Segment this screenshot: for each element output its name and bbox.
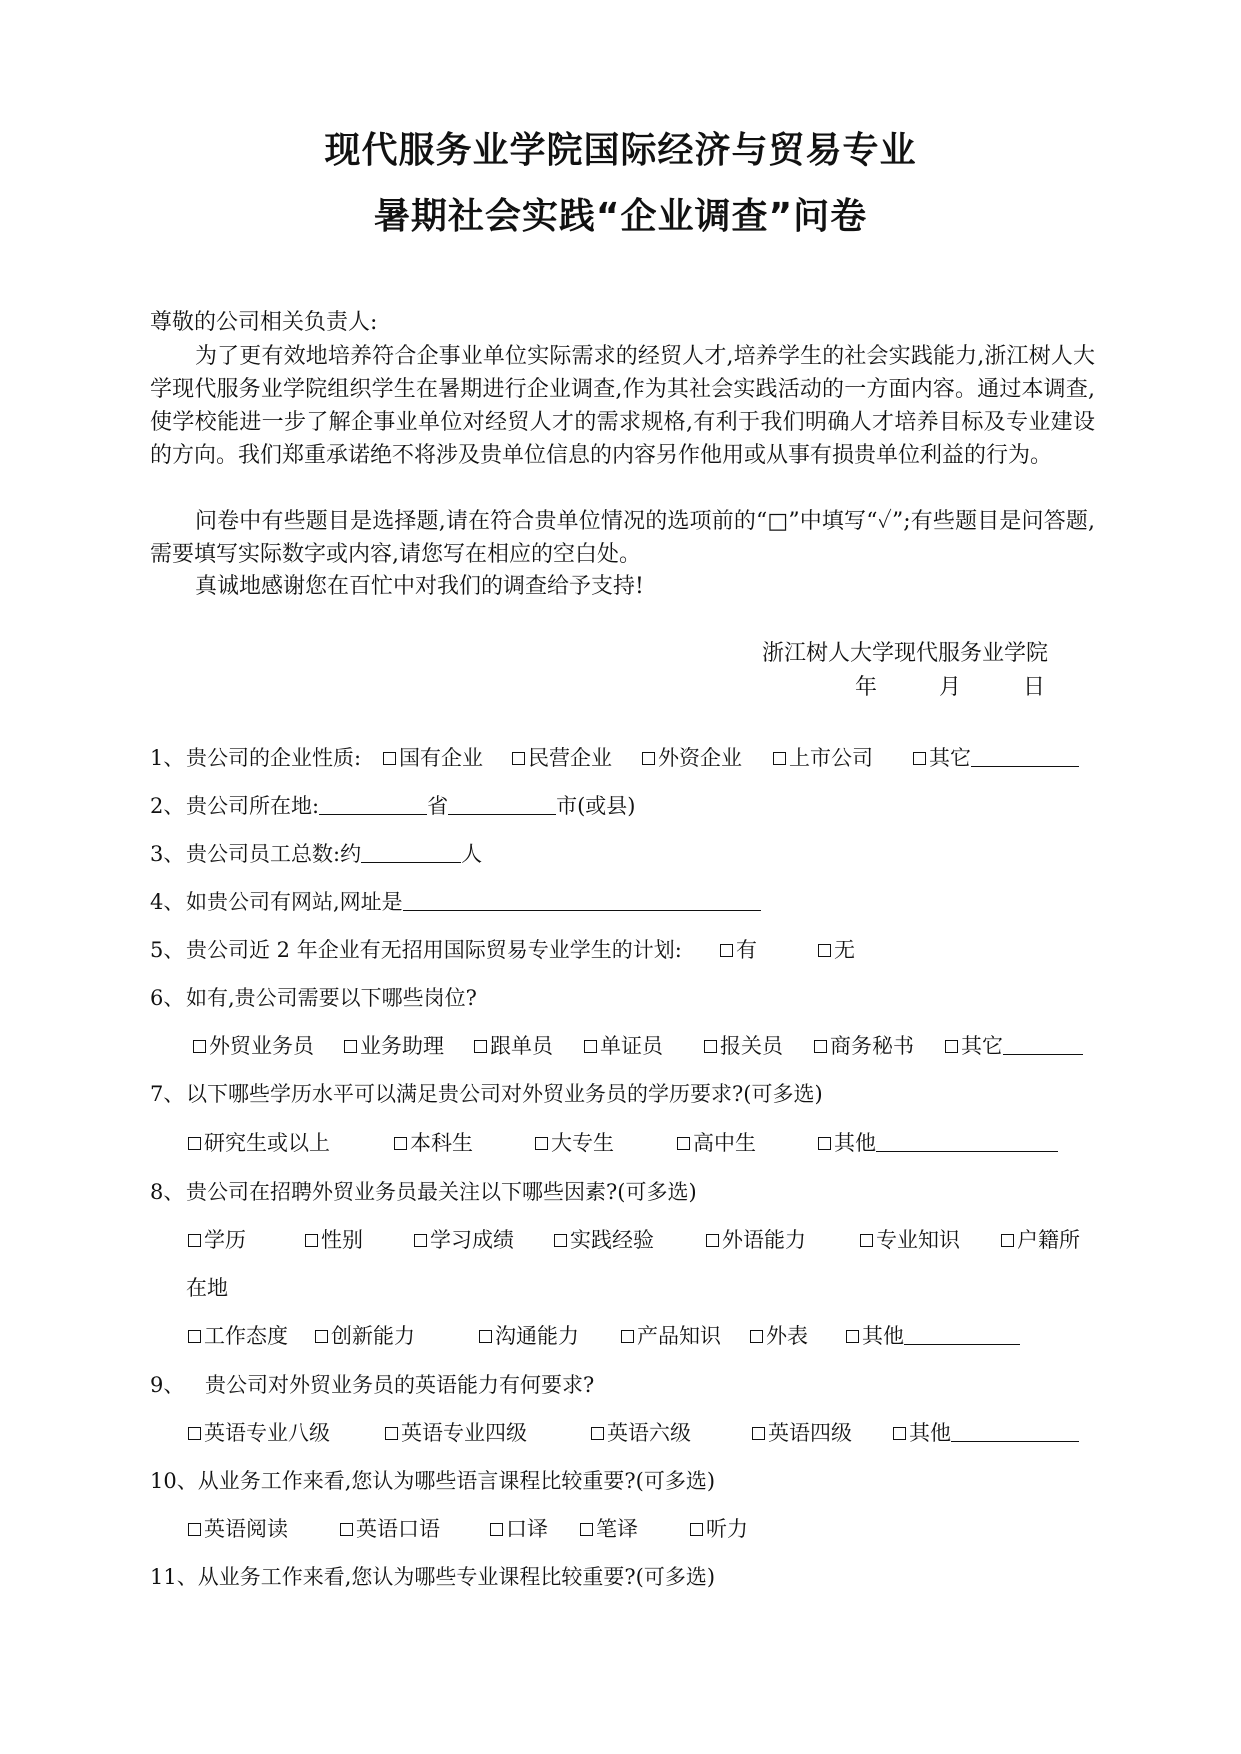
question-number: 2、 bbox=[150, 794, 185, 818]
option-other[interactable]: 其他 bbox=[818, 1127, 1058, 1157]
option-cet6[interactable]: 英语六级 bbox=[591, 1417, 691, 1447]
city-label: 市(或县) bbox=[556, 794, 636, 818]
other-blank[interactable] bbox=[904, 1324, 1020, 1345]
unit-label: 人 bbox=[461, 842, 483, 866]
checkbox[interactable] bbox=[344, 1040, 357, 1053]
option-bachelor[interactable]: 本科生 bbox=[394, 1127, 473, 1157]
city-blank[interactable] bbox=[448, 794, 556, 815]
checkbox[interactable] bbox=[773, 752, 786, 765]
checkbox[interactable] bbox=[860, 1234, 873, 1247]
checkbox[interactable] bbox=[706, 1234, 719, 1247]
checkbox[interactable] bbox=[188, 1137, 201, 1150]
title-line-2: 暑期社会实践“企业调查”问卷 bbox=[373, 196, 868, 237]
question-text: 贵公司员工总数:约 bbox=[186, 842, 362, 866]
checkbox[interactable] bbox=[315, 1330, 328, 1343]
question-number: 9、 bbox=[150, 1373, 185, 1397]
question-5 bbox=[150, 934, 682, 964]
other-blank[interactable] bbox=[876, 1131, 1058, 1152]
employee-count-blank[interactable] bbox=[361, 842, 461, 863]
province-blank[interactable] bbox=[319, 794, 427, 815]
question-7 bbox=[150, 1078, 823, 1108]
question-text: 如有,贵公司需要以下哪些岗位? bbox=[186, 986, 477, 1010]
question-6 bbox=[150, 982, 477, 1012]
checkbox[interactable] bbox=[385, 1427, 398, 1440]
option-merchandiser[interactable]: 跟单员 bbox=[474, 1030, 553, 1060]
question-text: 贵公司的企业性质: bbox=[186, 746, 362, 770]
intro-paragraph-3: 真诚地感谢您在百忙中对我们的调查给予支持! bbox=[195, 574, 644, 599]
checkbox[interactable] bbox=[846, 1330, 859, 1343]
option-language-ability[interactable]: 外语能力 bbox=[706, 1224, 806, 1254]
checkbox[interactable] bbox=[580, 1523, 593, 1536]
option-english-reading[interactable]: 英语阅读 bbox=[188, 1513, 288, 1543]
intro-paragraph-1: 为了更有效地培养符合企事业单位实际需求的经贸人才,培养学生的社会实践能力,浙江树人大学现代服务业学院组织学生在暑期进行企业调查,作为其社会实践活动的一方面内容。通过本调查,使学校能进一步了解企事业单位对经贸人才的需求规格,有利于我们明确人才培养目标及专业建设的方向。我们郑重承诺绝不将涉及贵单位信息的内容另作他用或从事有损贵单位利益的行为。 bbox=[150, 344, 1095, 468]
option-private[interactable]: 民营企业 bbox=[512, 742, 612, 772]
question-text: 以下哪些学历水平可以满足贵公司对外贸业务员的学历要求?(可多选) bbox=[186, 1082, 823, 1106]
option-appearance[interactable]: 外表 bbox=[750, 1320, 808, 1350]
option-college[interactable]: 大专生 bbox=[535, 1127, 614, 1157]
option-listed[interactable]: 上市公司 bbox=[773, 742, 873, 772]
checkbox[interactable] bbox=[642, 752, 655, 765]
option-other[interactable]: 其他 bbox=[846, 1320, 1020, 1350]
option-customs-declarant[interactable]: 报关员 bbox=[704, 1030, 783, 1060]
date-year: 年 bbox=[855, 675, 878, 700]
checkbox[interactable] bbox=[584, 1040, 597, 1053]
question-11 bbox=[150, 1561, 715, 1591]
question-text: 贵公司对外贸业务员的英语能力有何要求? bbox=[205, 1373, 595, 1397]
checkbox[interactable] bbox=[188, 1427, 201, 1440]
checkbox[interactable] bbox=[188, 1523, 201, 1536]
checkbox[interactable] bbox=[305, 1234, 318, 1247]
option-education[interactable]: 学历 bbox=[188, 1224, 246, 1254]
checkbox[interactable] bbox=[512, 752, 525, 765]
checkbox[interactable] bbox=[677, 1137, 690, 1150]
option-gender[interactable]: 性别 bbox=[305, 1224, 363, 1254]
option-yes[interactable]: 有 bbox=[720, 934, 757, 964]
checkbox[interactable] bbox=[193, 1040, 206, 1053]
signature-org: 浙江树人大学现代服务业学院 bbox=[762, 641, 1049, 666]
option-foreign[interactable]: 外资企业 bbox=[642, 742, 742, 772]
checkbox[interactable] bbox=[1001, 1234, 1014, 1247]
option-trade-clerk[interactable]: 外贸业务员 bbox=[193, 1030, 314, 1060]
checkbox[interactable] bbox=[814, 1040, 827, 1053]
salutation: 尊敬的公司相关负责人: bbox=[150, 310, 378, 335]
question-text: 从业务工作来看,您认为哪些语言课程比较重要?(可多选) bbox=[197, 1469, 716, 1493]
option-grades[interactable]: 学习成绩 bbox=[414, 1224, 514, 1254]
date-month: 月 bbox=[939, 675, 962, 700]
option-documents-clerk[interactable]: 单证员 bbox=[584, 1030, 663, 1060]
question-number: 5、 bbox=[150, 938, 185, 962]
checkbox[interactable] bbox=[752, 1427, 765, 1440]
option-work-attitude[interactable]: 工作态度 bbox=[188, 1320, 288, 1350]
signature-date bbox=[855, 670, 1045, 701]
question-text: 如贵公司有网站,网址是 bbox=[186, 890, 403, 914]
other-blank[interactable] bbox=[951, 1421, 1079, 1442]
question-number: 10、 bbox=[150, 1469, 198, 1493]
option-wrap-text: 在地 bbox=[186, 1276, 228, 1300]
option-postgraduate[interactable]: 研究生或以上 bbox=[188, 1127, 330, 1157]
question-text: 贵公司近 2 年企业有无招用国际贸易专业学生的计划: bbox=[186, 938, 682, 962]
option-household-registration[interactable]: 户籍所 bbox=[1001, 1224, 1080, 1254]
option-practical-experience[interactable]: 实践经验 bbox=[554, 1224, 654, 1254]
option-business-assistant[interactable]: 业务助理 bbox=[344, 1030, 444, 1060]
checkbox[interactable] bbox=[945, 1040, 958, 1053]
date-day: 日 bbox=[1023, 675, 1046, 700]
other-blank[interactable] bbox=[1003, 1034, 1083, 1055]
question-number: 6、 bbox=[150, 986, 185, 1010]
checkbox[interactable] bbox=[720, 944, 733, 957]
checkbox[interactable] bbox=[479, 1330, 492, 1343]
option-tem4[interactable]: 英语专业四级 bbox=[385, 1417, 527, 1447]
option-innovation[interactable]: 创新能力 bbox=[315, 1320, 415, 1350]
question-text: 从业务工作来看,您认为哪些专业课程比较重要?(可多选) bbox=[197, 1565, 716, 1589]
option-cet4[interactable]: 英语四级 bbox=[752, 1417, 852, 1447]
option-translation[interactable]: 笔译 bbox=[580, 1513, 638, 1543]
question-number: 3、 bbox=[150, 842, 185, 866]
intro-paragraph-2: 问卷中有些题目是选择题,请在符合贵单位情况的选项前的“□”中填写“✓”;有些题目是问答题,需要填写实际数字或内容,请您写在相应的空白处。 bbox=[150, 509, 1095, 567]
question-text: 贵公司所在地: bbox=[186, 794, 320, 818]
option-communication[interactable]: 沟通能力 bbox=[479, 1320, 579, 1350]
question-number: 8、 bbox=[150, 1180, 185, 1204]
option-professional-knowledge[interactable]: 专业知识 bbox=[860, 1224, 960, 1254]
checkbox[interactable] bbox=[535, 1137, 548, 1150]
question-3 bbox=[150, 838, 482, 868]
checkbox[interactable] bbox=[490, 1523, 503, 1536]
option-listening[interactable]: 听力 bbox=[690, 1513, 748, 1543]
website-blank[interactable] bbox=[403, 890, 761, 911]
option-high-school[interactable]: 高中生 bbox=[677, 1127, 756, 1157]
question-9 bbox=[150, 1369, 594, 1399]
question-number: 4、 bbox=[150, 890, 185, 914]
option-other[interactable]: 其它 bbox=[913, 742, 1079, 772]
question-number: 7、 bbox=[150, 1082, 185, 1106]
option-other[interactable]: 其他 bbox=[893, 1417, 1079, 1447]
question-number: 1、 bbox=[150, 746, 185, 770]
checkbox[interactable] bbox=[188, 1234, 201, 1247]
question-8 bbox=[150, 1176, 697, 1206]
checkbox[interactable] bbox=[690, 1523, 703, 1536]
checkbox[interactable] bbox=[818, 944, 831, 957]
option-business-secretary[interactable]: 商务秘书 bbox=[814, 1030, 914, 1060]
question-1 bbox=[150, 742, 361, 772]
checkbox[interactable] bbox=[750, 1330, 763, 1343]
checkbox[interactable] bbox=[621, 1330, 634, 1343]
title-line-1: 现代服务业学院国际经济与贸易专业 bbox=[324, 130, 917, 171]
checkbox[interactable] bbox=[474, 1040, 487, 1053]
checkbox[interactable] bbox=[893, 1427, 906, 1440]
other-blank[interactable] bbox=[971, 746, 1079, 767]
option-no[interactable]: 无 bbox=[818, 934, 855, 964]
checkbox[interactable] bbox=[554, 1234, 567, 1247]
option-interpretation[interactable]: 口译 bbox=[490, 1513, 548, 1543]
checkbox[interactable] bbox=[394, 1137, 407, 1150]
question-2 bbox=[150, 790, 635, 820]
question-text: 贵公司在招聘外贸业务员最关注以下哪些因素?(可多选) bbox=[186, 1180, 697, 1204]
question-10 bbox=[150, 1465, 715, 1495]
question-number: 11、 bbox=[150, 1565, 198, 1589]
checkbox[interactable] bbox=[818, 1137, 831, 1150]
option-other[interactable]: 其它 bbox=[945, 1030, 1083, 1060]
checkbox[interactable] bbox=[340, 1523, 353, 1536]
checkbox[interactable] bbox=[913, 752, 926, 765]
province-label: 省 bbox=[427, 794, 449, 818]
checkbox[interactable] bbox=[414, 1234, 427, 1247]
option-state-owned[interactable]: 国有企业 bbox=[383, 742, 483, 772]
option-product-knowledge[interactable]: 产品知识 bbox=[621, 1320, 721, 1350]
option-tem8[interactable]: 英语专业八级 bbox=[188, 1417, 330, 1447]
question-4 bbox=[150, 886, 761, 916]
option-spoken-english[interactable]: 英语口语 bbox=[340, 1513, 440, 1543]
checkbox[interactable] bbox=[383, 752, 396, 765]
checkbox[interactable] bbox=[188, 1330, 201, 1343]
checkbox[interactable] bbox=[591, 1427, 604, 1440]
checkbox[interactable] bbox=[704, 1040, 717, 1053]
